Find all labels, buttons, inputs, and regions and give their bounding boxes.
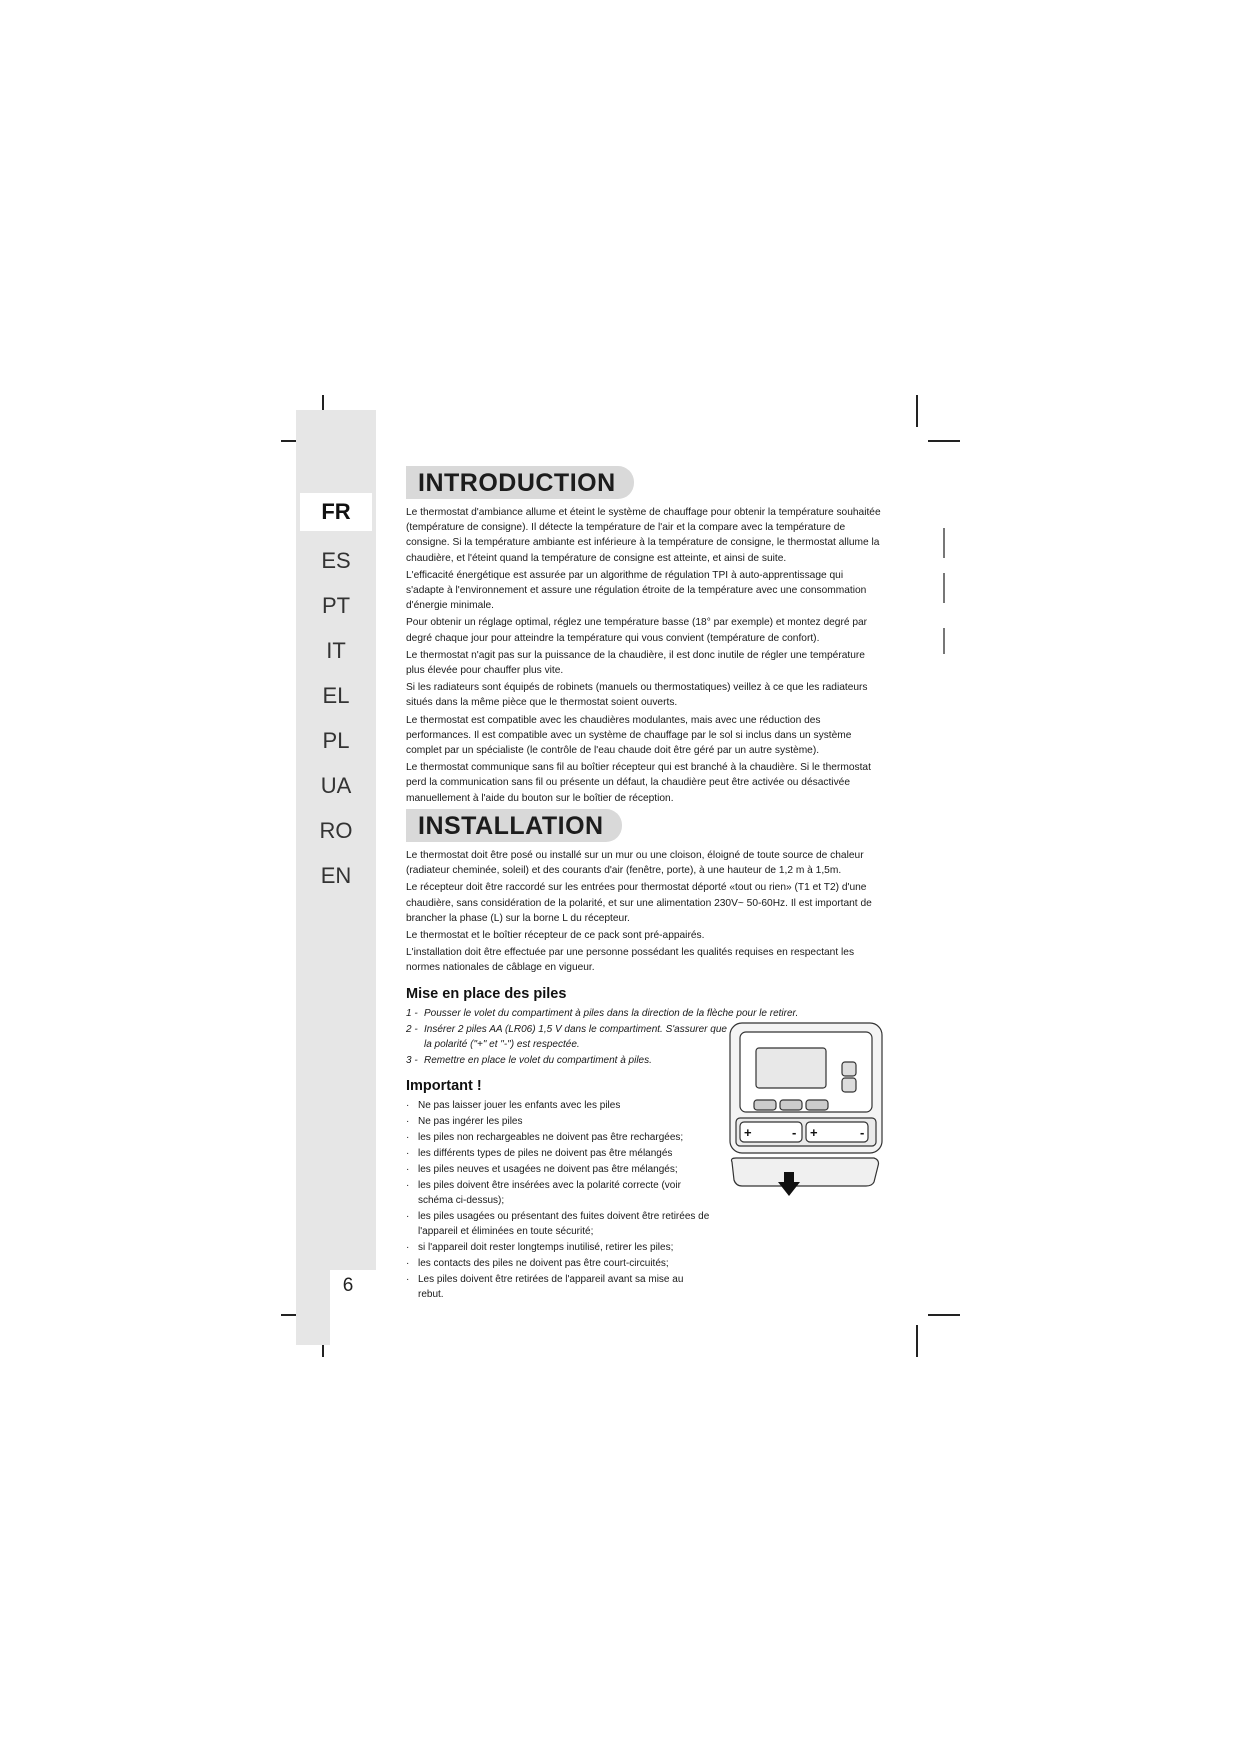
step-number: 3 - xyxy=(406,1054,418,1066)
intro-paragraph: Le thermostat est compatible avec les chaudières modulantes, mais avec une réduction des performances. Il est compatible avec un système de chauffage par le sol si inclus dans un système complet par un spécialiste (le contrôle de l'eau chaude doit être géré par un autre système). xyxy=(406,714,852,757)
intro-paragraph: Le thermostat communique sans fil au boîtier récepteur qui est branché à la chaudière. Si le thermostat perd la communication sans fil ou présente un défaut, la chaudière peut être activée ou désactivée manuellement à l'aide du bouton sur le boîtier de réception. xyxy=(406,762,871,804)
side-button xyxy=(842,1062,856,1076)
installation-title: INSTALLATION xyxy=(406,809,622,842)
list-item: · Ne pas ingérer les piles xyxy=(406,1114,711,1129)
list-item: · les piles doivent être insérées avec la polarité correcte (voir schéma ci-dessus); xyxy=(406,1178,711,1208)
important-heading: Important ! xyxy=(406,1077,482,1094)
install-paragraph: Le récepteur doit être raccordé sur les entrées pour thermostat déporté «tout ou rien» (T1 et T2) d'une chaudière, sans considération de la polarité, et sur une alimentation 230V~ 50-60Hz. Il est important de brancher la phase (L) sur la borne L du récepteur. xyxy=(406,882,872,924)
list-item: · les contacts des piles ne doivent pas être court-circuités; xyxy=(406,1256,711,1271)
intro-paragraph: Si les radiateurs sont équipés de robinets (manuels ou thermostatiques) veillez à ce que les radiateurs situés dans la même pièce que le thermostat soient ouverts. xyxy=(406,682,868,709)
introduction-section xyxy=(406,466,882,808)
step-item xyxy=(406,1022,729,1052)
install-paragraph: L'installation doit être effectuée par une personne possédant les qualités requises en respectant les normes nationales de câblage en vigueur. xyxy=(406,947,855,974)
thermostat-battery-illustration xyxy=(726,1020,886,1200)
margin-mark xyxy=(943,573,945,603)
important-list xyxy=(406,1098,711,1302)
margin-mark xyxy=(943,628,945,654)
side-button xyxy=(842,1078,856,1092)
step-item xyxy=(406,1006,882,1021)
front-button xyxy=(780,1100,802,1110)
battery-plus-left: + xyxy=(744,1125,752,1140)
lang-tab-ua[interactable]: UA xyxy=(320,773,352,798)
front-button xyxy=(806,1100,828,1110)
battery-plus-right: + xyxy=(810,1125,818,1140)
battery-minus-left: - xyxy=(792,1125,797,1140)
lang-tab-fr[interactable]: FR xyxy=(300,493,372,531)
lang-tab-en[interactable]: EN xyxy=(320,863,352,888)
step-number: 2 - xyxy=(406,1023,418,1035)
lang-tab-it[interactable]: IT xyxy=(326,638,346,663)
intro-paragraph: Le thermostat n'agit pas sur la puissance de la chaudière, il est donc inutile de régler une température plus élevée pour chauffer plus vite. xyxy=(406,649,865,677)
crop-mark-bottom-right-h xyxy=(928,1314,960,1316)
lang-tab-ro[interactable]: RO xyxy=(319,818,353,843)
lang-tab-pl[interactable]: PL xyxy=(322,728,350,753)
step-number: 1 - xyxy=(406,1007,418,1019)
battery-minus-right: - xyxy=(860,1125,865,1140)
intro-paragraph: Pour obtenir un réglage optimal, réglez une température basse (18° par exemple) et montez degré par degré chaque jour pour atteindre la température qui vous convient (température de confort). xyxy=(406,617,868,644)
lang-tab-pt[interactable]: PT xyxy=(321,593,351,618)
introduction-title: INTRODUCTION xyxy=(406,466,634,499)
lang-tab-es[interactable]: ES xyxy=(321,548,351,573)
page-number: 6 xyxy=(342,1275,354,1296)
list-item: · Ne pas laisser jouer les enfants avec les piles xyxy=(406,1098,711,1113)
list-item: · les piles neuves et usagées ne doivent pas être mélangés; xyxy=(406,1162,711,1177)
front-button xyxy=(754,1100,776,1110)
list-item: · si l'appareil doit rester longtemps inutilisé, retirer les piles; xyxy=(406,1240,711,1255)
crop-mark-bottom-right-v xyxy=(916,1325,918,1357)
list-item: · les piles non rechargeables ne doivent pas être rechargées; xyxy=(406,1130,711,1145)
step-text: Pousser le volet du compartiment à piles dans la direction de la flèche pour le retirer. xyxy=(424,1007,799,1019)
step-text: Remettre en place le volet du compartiment à piles. xyxy=(424,1054,652,1066)
thermostat-screen xyxy=(756,1048,826,1088)
language-tabs xyxy=(300,493,372,898)
battery-heading: Mise en place des piles xyxy=(406,985,567,1002)
list-item: · Les piles doivent être retirées de l'appareil avant sa mise au rebut. xyxy=(406,1272,711,1302)
list-item: · les piles usagées ou présentant des fuites doivent être retirées de l'appareil et éliminées en toute sécurité; xyxy=(406,1209,711,1239)
install-paragraph: Le thermostat doit être posé ou installé sur un mur ou une cloison, éloigné de toute source de chaleur (radiateur cheminée, soleil) et des courants d'air (fenêtre, porte), à une hauteur de 1,2 m à 1,5m. xyxy=(406,850,864,877)
battery-cover xyxy=(732,1158,879,1186)
install-paragraph: Le thermostat et le boîtier récepteur de ce pack sont pré-appairés. xyxy=(406,930,705,942)
crop-mark-top-right-v xyxy=(916,395,918,427)
intro-paragraph: L'efficacité énergétique est assurée par un algorithme de régulation TPI à auto-apprentissage qui s'adapte à l'environnement et assure une régulation étroite de la température avec une consommation d'énergie minimale. xyxy=(406,569,867,612)
crop-mark-top-right-h xyxy=(928,440,960,442)
margin-mark xyxy=(943,528,945,558)
lang-tab-el[interactable]: EL xyxy=(322,683,350,708)
intro-paragraph: Le thermostat d'ambiance allume et éteint le système de chauffage pour obtenir la température souhaitée (température de consigne). Il détecte la température de l'air et la compare avec la température de consigne. Si la température ambiante est inférieure à la température de consigne, le thermostat allume la chaudière, et l'éteint quand la température de consigne est atteinte, et ainsi de suite. xyxy=(406,507,881,564)
step-text: Insérer 2 piles AA (LR06) 1,5 V dans le compartiment. S'assurer que la polarité ("+" et "-") est respectée. xyxy=(424,1023,727,1050)
list-item: · les différents types de piles ne doivent pas être mélangés xyxy=(406,1146,711,1161)
